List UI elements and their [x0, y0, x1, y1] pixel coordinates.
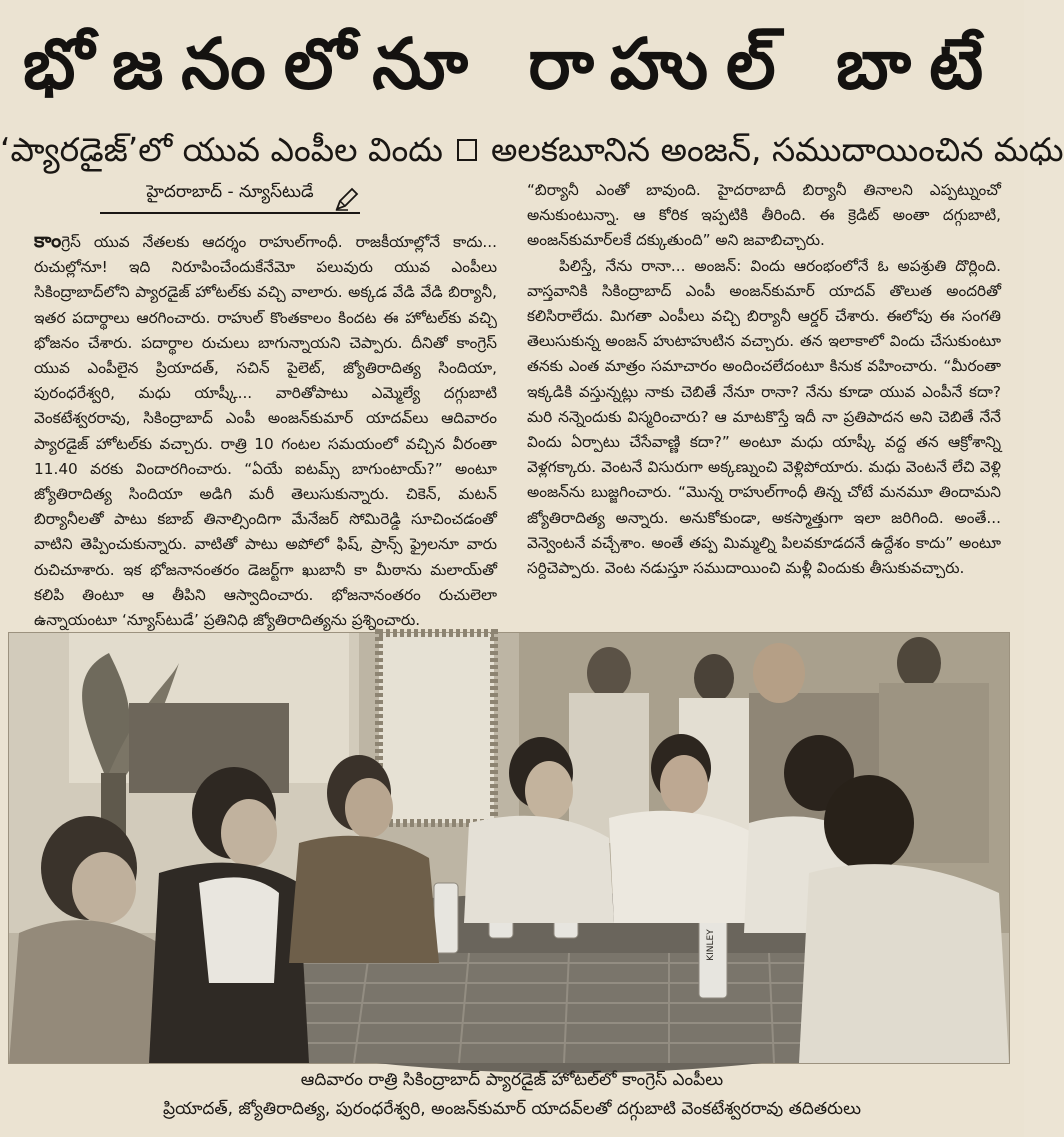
subheadline-part-2: అలకబూనిన అంజన్, సముదాయించిన మధు — [490, 130, 1064, 169]
article-dropcap: కాం — [34, 228, 62, 252]
article-photo — [8, 632, 1010, 1064]
dinner-photo-illustration — [9, 633, 1009, 1063]
caption-line-1: ఆదివారం రాత్రి సికింద్రాబాద్ ప్యారడైజ్ హోటల్‌లో కాంగ్రెస్ ఎంపీలు — [300, 1070, 724, 1090]
right-column-paragraph-2: పిలిస్తే, నేను రానా... అంజన్: విందు ఆరంభంలోనే ఓ అపశ్రుతి దొర్లింది. వాస్తవానికి సికింద్రాబాద్ ఎంపీ అంజన్‌కుమార్ యాదవ్ తొలుత అందరితో కలిసిరాలేదు. మిగతా ఎంపీలు వచ్చి బిర్యానీ ఆర్డర్ చేశారు. ఈలోపు ఈ సంగతి తెలుసుకున్న అంజన్ హుటాహుటిన వచ్చారు. తన ఇలాకాలో విందు చేసుకుంటూ తనకు ఎంత మాత్రం సమాచారం అందించలేదంటూ కినుక వహించారు. “మీరంతా ఇక్కడికి వస్తున్నట్లు నాకు చెబితే నేనూ రానా? నేను కూడా యువ ఎంపీనే కదా? మరి నన్నెందుకు విస్మరించారు? ఆ మాటకొస్తే ఇదీ నా ప్రతిపాదన అని చెబితే నేనే విందు ఏర్పాటు చేసేవాణ్ణి కదా?” అంటూ మధు యాష్కీ వద్ద తన ఆక్రోశాన్ని వెళ్లగక్కారు. వెంటనే విసురుగా అక్కణ్నుంచి వెళ్లిపోయారు. మధు వెంటనే లేచి వెళ్లి అంజన్‌ను బుజ్జగించారు. “మొన్న రాహుల్‌గాంధీ తిన్న చోటే మనమూ తిందామని జ్యోతిరాదిత్య అన్నారు. అనుకోకుండా, అకస్మాత్తుగా ఇలా జరిగింది. అంతే... వెన్వెంటనే వచ్చేశాం. అంతే తప్ప మిమ్మల్ని పిలవకూడదనే ఉద్దేశం కాదు” అంటూ సర్దిచెప్పారు. వెంట నడుస్తూ సముదాయించి మళ్లీ విందుకు తీసుకువచ్చారు. — [527, 256, 1001, 578]
article-byline: హైదరాబాద్ - న్యూస్‌టుడే — [100, 178, 360, 214]
right-column-paragraph-1: “బిర్యానీ ఎంతో బావుంది. హైదరాబాదీ బిర్యానీ తినాలని ఎప్పట్నుంచో అనుకుంటున్నా. ఆ కోరిక ఇప్పటికి తీరింది. ఈ క్రెడిట్ అంతా దగ్గుబాటి, అంజన్‌కుమార్‌లకే దక్కుతుంది” అని జవాబిచ్చారు. — [527, 181, 1001, 250]
article-column-right — [527, 178, 1001, 620]
left-column-paragraph — [34, 228, 497, 633]
article-column-left — [34, 228, 497, 630]
photo-caption — [0, 1066, 1024, 1130]
subheadline-part-1: ‘ప్యారడైజ్’లో యువ ఎంపీల విందు — [0, 130, 443, 169]
article-subheadline — [0, 124, 1064, 176]
bottle-label: KINLEY — [706, 929, 716, 961]
article-headline: భోజనంలోనూ రాహుల్ బాటే — [22, 23, 1002, 105]
square-separator-icon — [457, 139, 477, 161]
caption-line-2: ప్రియాదత్, జ్యోతిరాదిత్య, పురంధరేశ్వరి, అంజన్‌కుమార్ యాదవ్‌లతో దగ్గుబాటి వెంకటేశ్వరరావు తదితరులు — [162, 1099, 861, 1119]
pen-nib-icon — [334, 186, 360, 212]
left-column-text: గ్రెస్ యువ నేతలకు ఆదర్శం రాహుల్‌గాంధీ. రాజకీయాల్లోనే కాదు... రుచుల్లోనూ! ఇది నిరూపించేందుకేనేమో పలువురు యువ ఎంపీలు సికింద్రాబాద్‌లోని ప్యారడైజ్ హోటల్‌కు వచ్చి వాలారు. అక్కడ వేడి వేడి బిర్యానీ, ఇతర పదార్థాలు ఆరగించారు. రాహుల్ కొంతకాలం కిందట ఈ హోటల్‌కు వచ్చి భోజనం చేశారు. పదార్థాల రుచులు బాగున్నాయని చెప్పారు. దీనితో కాంగ్రెస్ యువ ఎంపీలైన ప్రియాదత్, సచిన్ పైలెట్, జ్యోతిరాదిత్య సిందియా, పురంధరేశ్వరి, మధు యాష్కీ... వారితోపాటు ఎమ్మెల్యే దగ్గుబాటి వెంకటేశ్వరరావు, సికింద్రాబాద్ ఎంపీ అంజన్‌కుమార్ యాదవ్‌లు ఆదివారం ప్యారడైజ్ హోటల్‌కు వచ్చారు. రాత్రి 10 గంటల సమయంలో వచ్చిన వీరంతా 11.40 వరకు విందారగించారు. “ఏయే ఐటమ్స్ బాగుంటాయ్?” అంటూ జ్యోతిరాదిత్య సిందియా అడిగి మరీ తెలుసుకున్నారు. చికెన్, మటన్ బిర్యానీలతో పాటు కబాబ్ తినాల్సిందిగా మేనేజర్ సోమిరెడ్డి సూచించడంతో వాటిని తెప్పించుకున్నారు. వాటితో పాటు అపోలో ఫిష్, ప్రాన్స్ ఫ్రైలనూ వారు రుచిచూశారు. ఇక భోజనానంతరం డెజర్ట్‌గా ఖుబానీ కా మీఠాను మలాయ్‌తో కలిపి తింటూ ఆ తీపిని ఆస్వాదించారు. భోజనానంతరం రుచులెలా ఉన్నాయంటూ ‘న్యూస్‌టుడే’ ప్రతినిధి జ్యోతిరాదిత్యను ప్రశ్నించారు. — [34, 233, 497, 630]
